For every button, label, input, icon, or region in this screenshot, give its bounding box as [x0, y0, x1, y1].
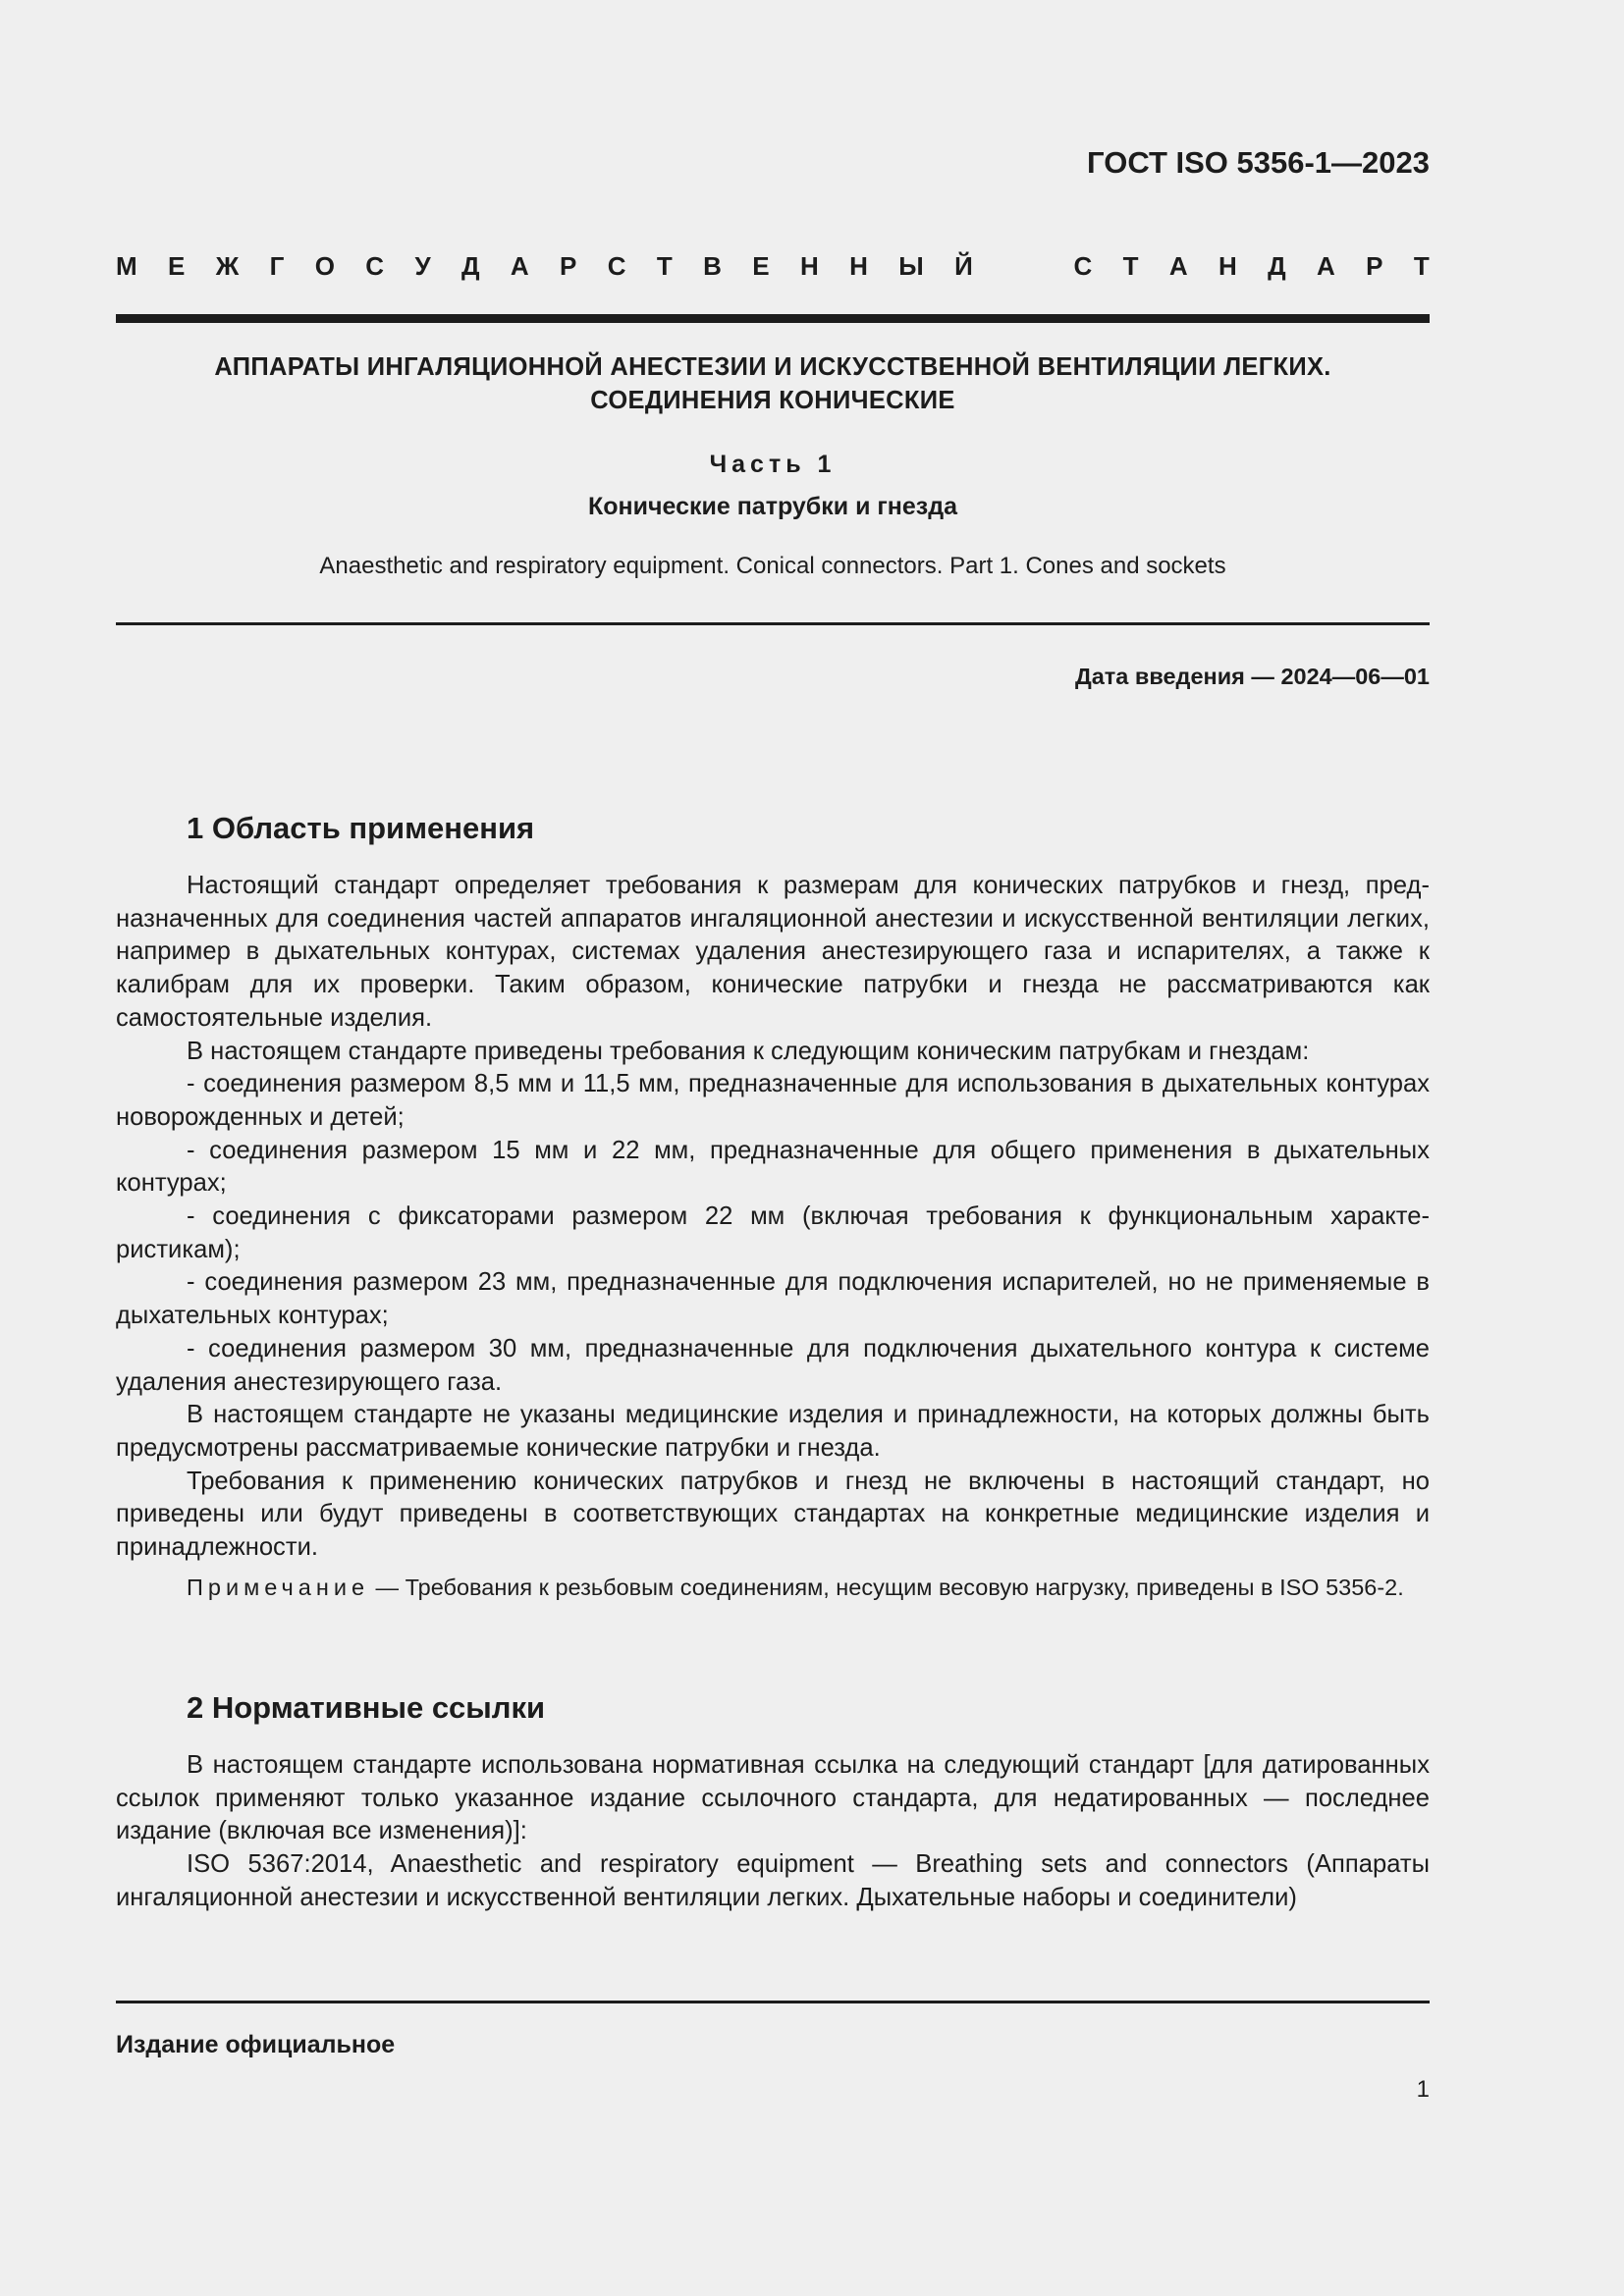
part-subtitle: Конические патрубки и гнезда [587, 493, 957, 520]
paragraph: В настоящем стандарте использована нормативная ссылка на следующий стандарт [для датированных ссылок применяют только указанное издание ссылочного стандарта, для недатированных — последнее издание (включая все изменения)]: [116, 1751, 1430, 1845]
letter: Р [1366, 251, 1383, 281]
standard-code: ГОСТ ISO 5356-1—2023 [1087, 145, 1430, 180]
introduction-date: Дата введения — 2024—06—01 [1074, 664, 1430, 689]
letter: Ж [215, 251, 240, 281]
note [116, 1573, 1430, 1603]
footer-divider [116, 2001, 1430, 2003]
paragraph: В настоящем стандарте не указаны медицинские изделия и принадлежности, на которых должны быть предусмотрены рассматриваемые конические патрубки и гнезда. [116, 1401, 1430, 1462]
section-body-scope [116, 870, 1430, 1565]
letter: Т [656, 251, 673, 281]
letter: С [607, 251, 626, 281]
letter: В [703, 251, 722, 281]
paragraph: ISO 5367:2014, Anaesthetic and respiratory equipment — Breathing sets and connectors (Аппараты ингаляционной анестезии и искусственной вентиляции легких. Дыхательные наборы и соединители) [116, 1850, 1430, 1911]
list-item: - соединения размером 15 мм и 22 мм, предназначенные для общего применения в дыхательных контурах; [116, 1136, 1430, 1198]
list-item: - соединения размером 23 мм, предназначенные для подключения испарителей, но не применяемые в дыхательных контурах; [116, 1268, 1430, 1330]
page-number: 1 [1416, 2076, 1430, 2103]
letter: М [116, 251, 137, 281]
paragraph: Требования к применению конических патрубков и гнезд не включены в настоящий стандарт, но приведены или будут приведены в соответствующих стандартах на конкретные медицинские изделия и принадлежности. [116, 1467, 1430, 1562]
paragraph: Настоящий стандарт определяет требования к размерам для конических патрубков и гнезд, предназначенных для соединения частей аппаратов ингаляционной анестезии и искусственной вентиляции легких, например в дыхательных контурах, системах удаления анестезирующего газа и испарителях, а также к калибрам для их проверки. Таким образом, конические патрубки и гнезда не рассматриваются как самостоятельные изделия. [116, 872, 1430, 1032]
letter: Т [1122, 251, 1139, 281]
header-divider [116, 314, 1430, 323]
title-line: СОЕДИНЕНИЯ КОНИЧЕСКИЕ [590, 387, 955, 414]
list-item: - соединения с фиксаторами размером 22 мм (включая требования к функциональным характеристикам); [116, 1202, 1430, 1263]
title-divider [116, 622, 1430, 625]
letter: У [414, 251, 431, 281]
letter: А [1168, 251, 1188, 281]
document-title [116, 350, 1430, 417]
letter: Н [1218, 251, 1237, 281]
part-label: Часть 1 [709, 451, 837, 478]
letter: Е [752, 251, 770, 281]
letter: Р [560, 251, 577, 281]
letter: А [510, 251, 529, 281]
english-title: Anaesthetic and respiratory equipment. Conical connectors. Part 1. Cones and sockets [319, 553, 1226, 579]
section-body-references [116, 1749, 1430, 1915]
letter: Г [269, 251, 285, 281]
interstate-standard-heading [116, 251, 1430, 282]
section-heading-references: 2 Нормативные ссылки [187, 1690, 546, 1725]
letter: Ы [898, 251, 924, 281]
letter: О [314, 251, 335, 281]
list-item: - соединения размером 30 мм, предназначенные для подключения дыхательного контура к системе удаления анестезирующего газа. [116, 1334, 1430, 1396]
letter: Н [849, 251, 868, 281]
letter: С [1073, 251, 1093, 281]
letter: Й [954, 251, 973, 281]
word-gap [1003, 251, 1043, 282]
letter: Т [1413, 251, 1430, 281]
edition-label: Издание официальное [116, 2031, 396, 2058]
letter: Д [1268, 251, 1286, 281]
section-heading-scope: 1 Область применения [187, 811, 535, 845]
title-line: АППАРАТЫ ИНГАЛЯЦИОННОЙ АНЕСТЕЗИИ И ИСКУССТВЕННОЙ ВЕНТИЛЯЦИИ ЛЕГКИХ. [214, 353, 1331, 381]
letter: Е [168, 251, 186, 281]
note-label: Примечание [187, 1575, 370, 1600]
list-item: - соединения размером 8,5 мм и 11,5 мм, предназначенные для использования в дыхательных контурах новорожденных и детей; [116, 1070, 1430, 1131]
letter: Д [460, 251, 480, 281]
letter: С [365, 251, 385, 281]
letter: Н [799, 251, 819, 281]
note-text: — Требования к резьбовым соединениям, несущим весовую нагрузку, приведены в ISO 5356-2. [369, 1575, 1404, 1600]
letter: А [1317, 251, 1335, 281]
document-page [116, 0, 1430, 2296]
paragraph: В настоящем стандарте приведены требования к следующим коническим патрубкам и гнездам: [187, 1037, 1310, 1065]
